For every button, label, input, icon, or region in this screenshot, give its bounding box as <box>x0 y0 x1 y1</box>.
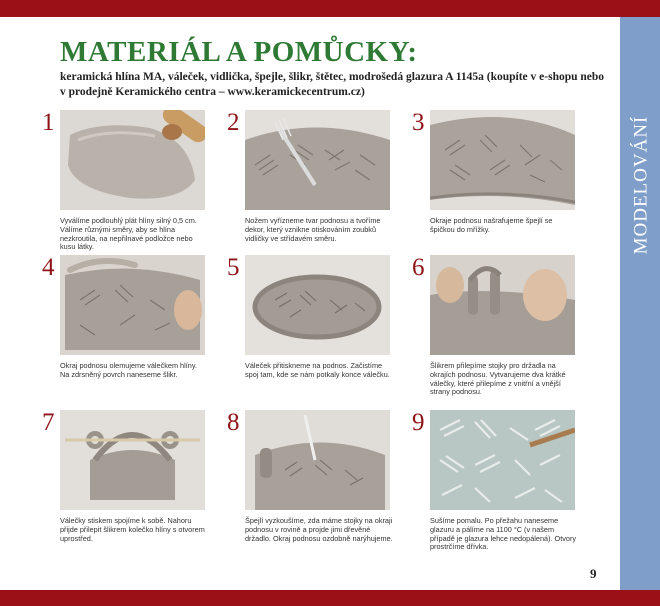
step-photo <box>430 110 575 210</box>
step-number: 3 <box>412 109 425 136</box>
clay-slab-photo <box>60 110 205 210</box>
handle-rings-photo <box>60 410 205 510</box>
step-photo <box>430 410 575 510</box>
step-number: 5 <box>227 254 240 281</box>
step-photo <box>245 255 390 355</box>
page-number: 9 <box>590 566 597 581</box>
step-description: Sušíme pomalu. Po přežahu naneseme glazuru a pálíme na 1100 °C (v našem případě je glazura lehce nedopálená). Otvory prostrčíme dřívka. <box>430 516 577 552</box>
step-description: Válečky stiskem spojíme k sobě. Nahoru přijde přilepit šlikrem kolečko hlíny s otvorem uprostřed. <box>60 516 205 543</box>
side-tab-label <box>626 95 656 275</box>
step-description: Váleček přitiskneme na podnos. Začistíme spoj tam, kde se nám potkaly konce válečku. <box>245 361 390 379</box>
step-number: 2 <box>227 109 240 136</box>
step-number: 4 <box>42 254 55 281</box>
step-number: 1 <box>42 109 55 136</box>
step-number: 9 <box>412 409 425 436</box>
step-number: 6 <box>412 254 425 281</box>
clay-coil-rim-photo <box>60 255 205 355</box>
page-title: MATERIÁL A POMŮCKY: <box>60 36 418 68</box>
side-tab-text: MODELOVÁNÍ <box>630 115 652 255</box>
step-number: 8 <box>227 409 240 436</box>
step-photo <box>60 255 205 355</box>
top-bar <box>0 0 660 17</box>
step-description: Špejlí vyzkoušíme, zda máme stojky na okraji podnosu v rovině a projde jimi dřevěné držadlo. Okraj podnosu ozdobně narýhujeme. <box>245 516 393 543</box>
step-description: Okraje podnosu našrafujeme špejlí se špičkou do mřížky. <box>430 216 553 234</box>
glazed-tray-photo <box>430 410 575 510</box>
stick-test-photo <box>245 410 390 510</box>
step-description: Okraj podnosu olemujeme válečkem hlíny. Na zdrsněný povrch naneseme šlikr. <box>60 361 197 379</box>
step-photo <box>60 110 205 210</box>
step-photo <box>60 410 205 510</box>
bottom-bar <box>0 590 660 606</box>
step-number: 7 <box>42 409 55 436</box>
step-description: Šlikrem přilepíme stojky pro držadla na okrajích podnosu. Vytvarujeme dva krátké válečky, které přilepíme z vnitřní a vnější strany podnosu. <box>430 361 566 397</box>
coil-attached-photo <box>245 255 390 355</box>
handle-posts-photo <box>430 255 575 355</box>
fork-pattern-photo <box>245 110 390 210</box>
step-description: Vyválíme podlouhlý plát hlíny silný 0,5 cm. Válíme různými směry, aby se hlína nezkroutila, na nepřilnavé podložce nebo kusu látky. <box>60 216 197 252</box>
materials-list: keramická hlína MA, váleček, vidlička, špejle, šlikr, štětec, modrošedá glazura A 1145a (koupíte v e-shopu nebo v prodejně Keramického centra – www.keramickecentrum.cz) <box>60 71 605 98</box>
step-photo <box>430 255 575 355</box>
step-photo <box>245 410 390 510</box>
step-description: Nožem vyřízneme tvar podnosu a tvoříme dekor, který vznikne otiskováním zoubků vidličky ve střídavém směru. <box>245 216 381 243</box>
step-photo <box>245 110 390 210</box>
edge-hatching-photo <box>430 110 575 210</box>
